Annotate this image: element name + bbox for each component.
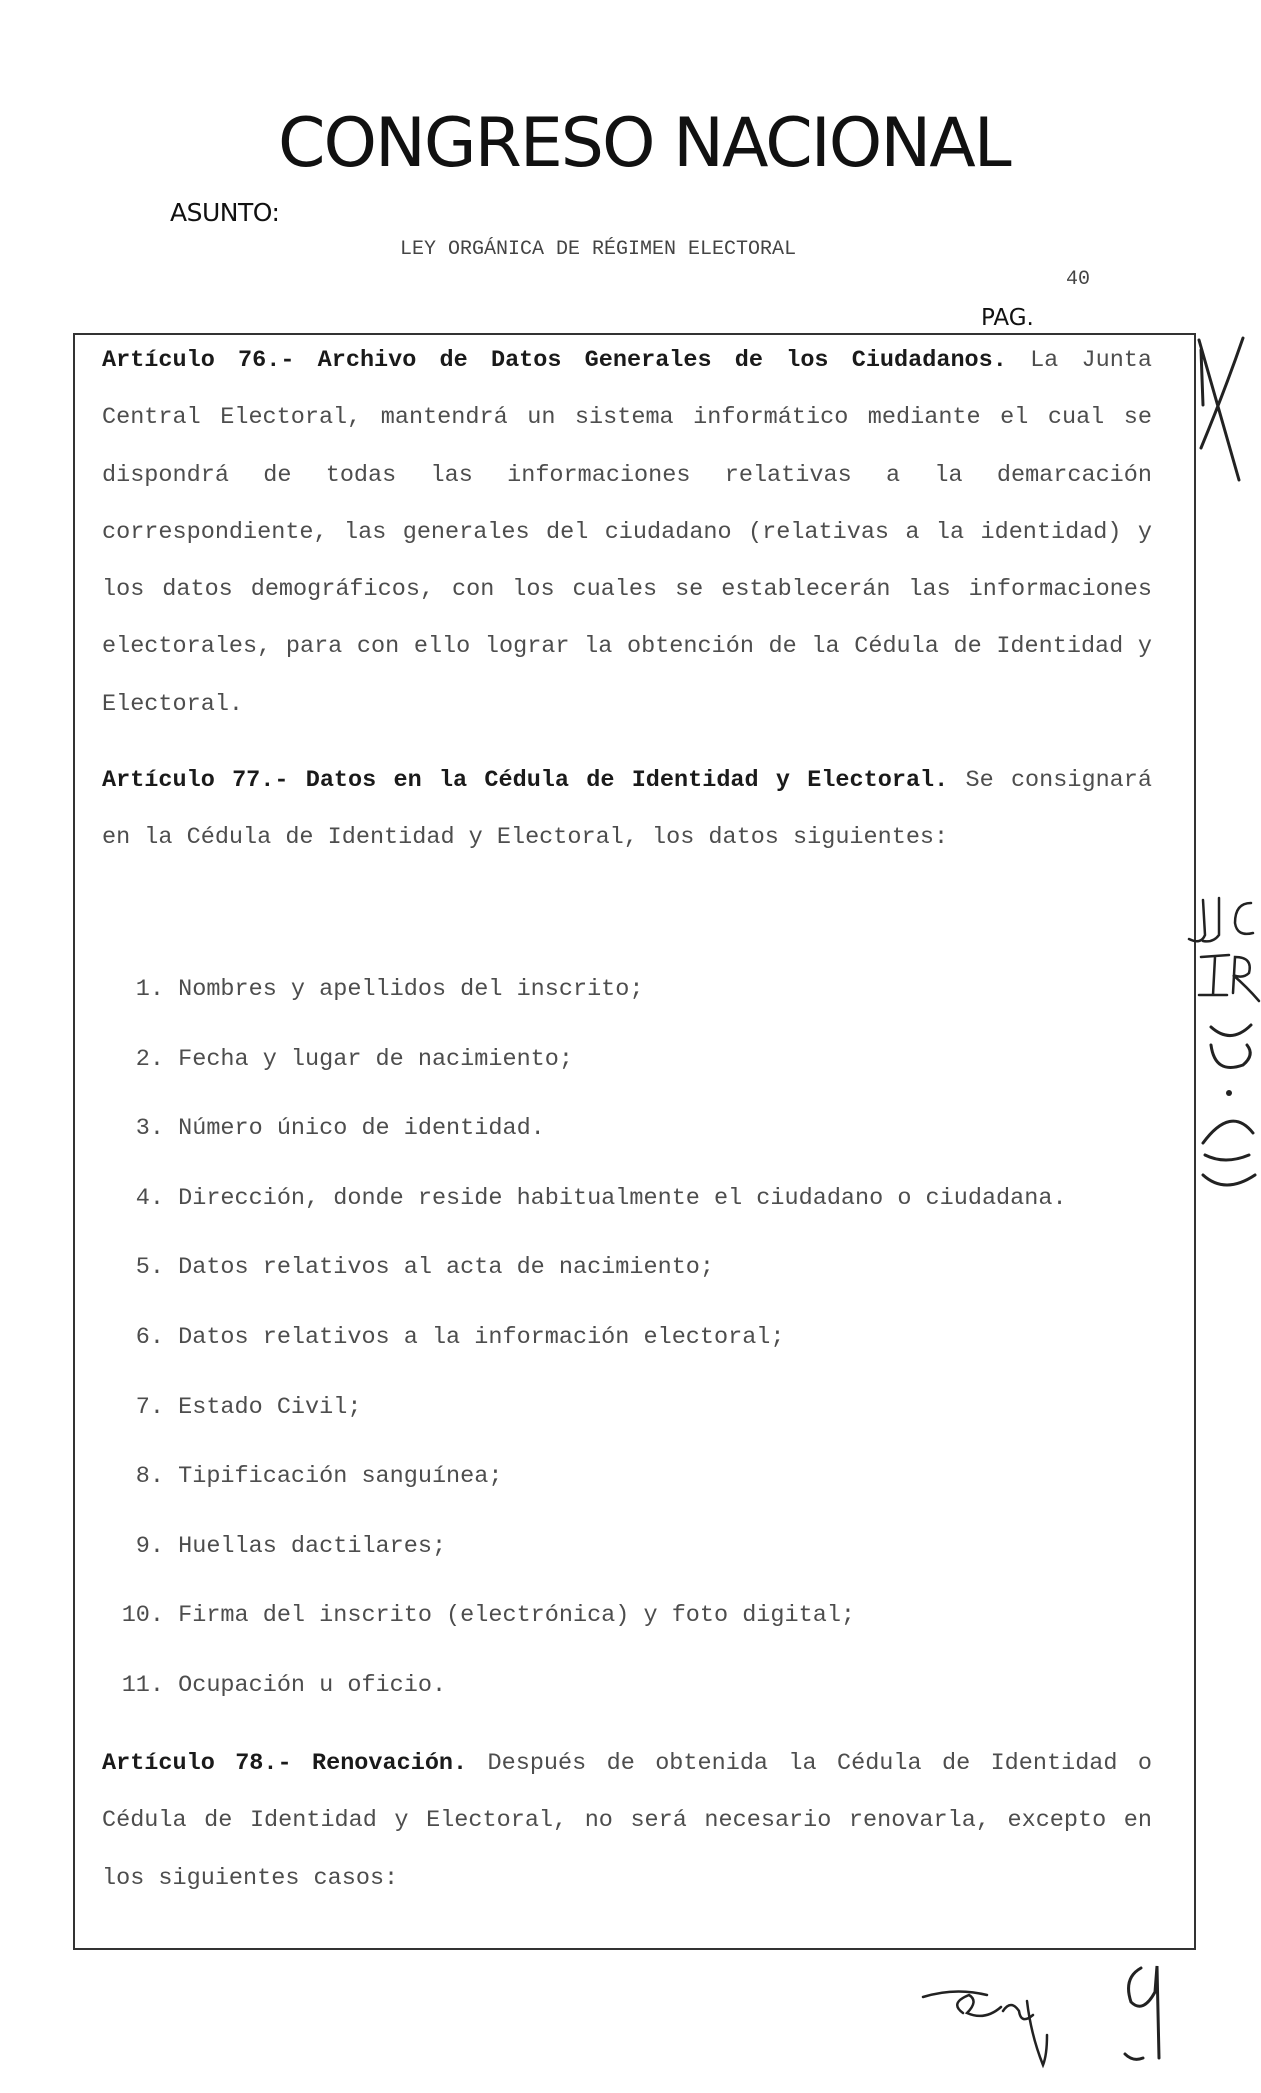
list-item [102, 1238, 1067, 1308]
page-number: 40 [1066, 268, 1091, 291]
list-item [102, 1169, 1067, 1239]
list-item [102, 1586, 1067, 1656]
list-item [102, 1447, 1067, 1517]
list-item-number: 10. [121, 1602, 164, 1630]
list-item-number: 3. [135, 1115, 164, 1143]
list-item [102, 1030, 1067, 1100]
list-item-number: 9. [135, 1532, 164, 1560]
document-title: CONGRESO NACIONAL [278, 104, 1010, 183]
article-77 [102, 752, 1152, 867]
list-item [102, 1308, 1067, 1378]
article-76 [102, 332, 1152, 733]
list-item [102, 1517, 1067, 1587]
list-item [102, 1099, 1067, 1169]
list-item-text: Número único de identidad. [178, 1115, 545, 1143]
handwritten-initial-q [1113, 1958, 1193, 2078]
article-78-body: Después de obtenida la Cédula de Identidad o Cédula de Identidad y Electoral, no será necesario renovarla, excepto en los siguientes casos: [102, 1750, 1152, 1892]
article-78-heading: Artículo 78.- Renovación. [102, 1750, 468, 1777]
list-item [102, 1378, 1067, 1448]
list-item-text: Firma del inscrito (electrónica) y foto digital; [178, 1602, 856, 1630]
list-item [102, 960, 1067, 1030]
article-78 [102, 1735, 1152, 1907]
handwritten-initials-ac [1195, 1015, 1261, 1205]
list-item-text: Estado Civil; [178, 1393, 362, 1421]
list-item-text: Fecha y lugar de nacimiento; [178, 1045, 573, 1073]
article-77-heading: Artículo 77.- Datos en la Cédula de Identidad y Electoral. [102, 767, 949, 794]
list-item-text: Datos relativos al acta de nacimiento; [178, 1254, 714, 1282]
document-subject: LEY ORGÁNICA DE RÉGIMEN ELECTORAL [400, 238, 797, 261]
list-item-number: 7. [135, 1393, 164, 1421]
list-item-number: 8. [135, 1463, 164, 1491]
article-77-body: Se consignará en la Cédula de Identidad y Electoral, los datos siguientes: [102, 767, 1152, 852]
list-item-text: Huellas dactilares; [178, 1532, 447, 1560]
list-item-number: 2. [135, 1045, 164, 1073]
list-item-number: 11. [121, 1671, 164, 1699]
list-item-number: 4. [135, 1184, 164, 1212]
asunto-label: ASUNTO: [170, 198, 280, 227]
list-item-number: 1. [135, 976, 164, 1003]
list-item-number: 6. [135, 1323, 164, 1351]
handwritten-x-mark [1195, 330, 1255, 490]
list-item-text: Nombres y apellidos del inscrito; [178, 976, 644, 1003]
article-76-heading: Artículo 76.- Archivo de Datos Generales de los Ciudadanos. [102, 347, 1007, 374]
list-item-text: Datos relativos a la información electoral; [178, 1323, 785, 1351]
list-item-text: Dirección, donde reside habitualmente el ciudadano o ciudadana. [178, 1184, 1067, 1212]
data-fields-list [102, 960, 1067, 1726]
list-item-text: Tipificación sanguínea; [178, 1463, 503, 1491]
list-item-text: Ocupación u oficio. [178, 1671, 447, 1699]
handwritten-signature [915, 1965, 1120, 2080]
pag-label: PAG. [981, 305, 1034, 331]
list-item [102, 1656, 1067, 1726]
article-76-body: La Junta Central Electoral, mantendrá un sistema informático mediante el cual se dispondrá de todas las informaciones relativas a la demarcación correspondiente, las generales del ciudadano (relativas a la identidad) y los datos demográficos, con los cuales se establecerán las informaciones electorales, para con ello lograr la obtención de la Cédula de Identidad y Electoral. [102, 347, 1152, 718]
list-item-number: 5. [135, 1254, 164, 1282]
